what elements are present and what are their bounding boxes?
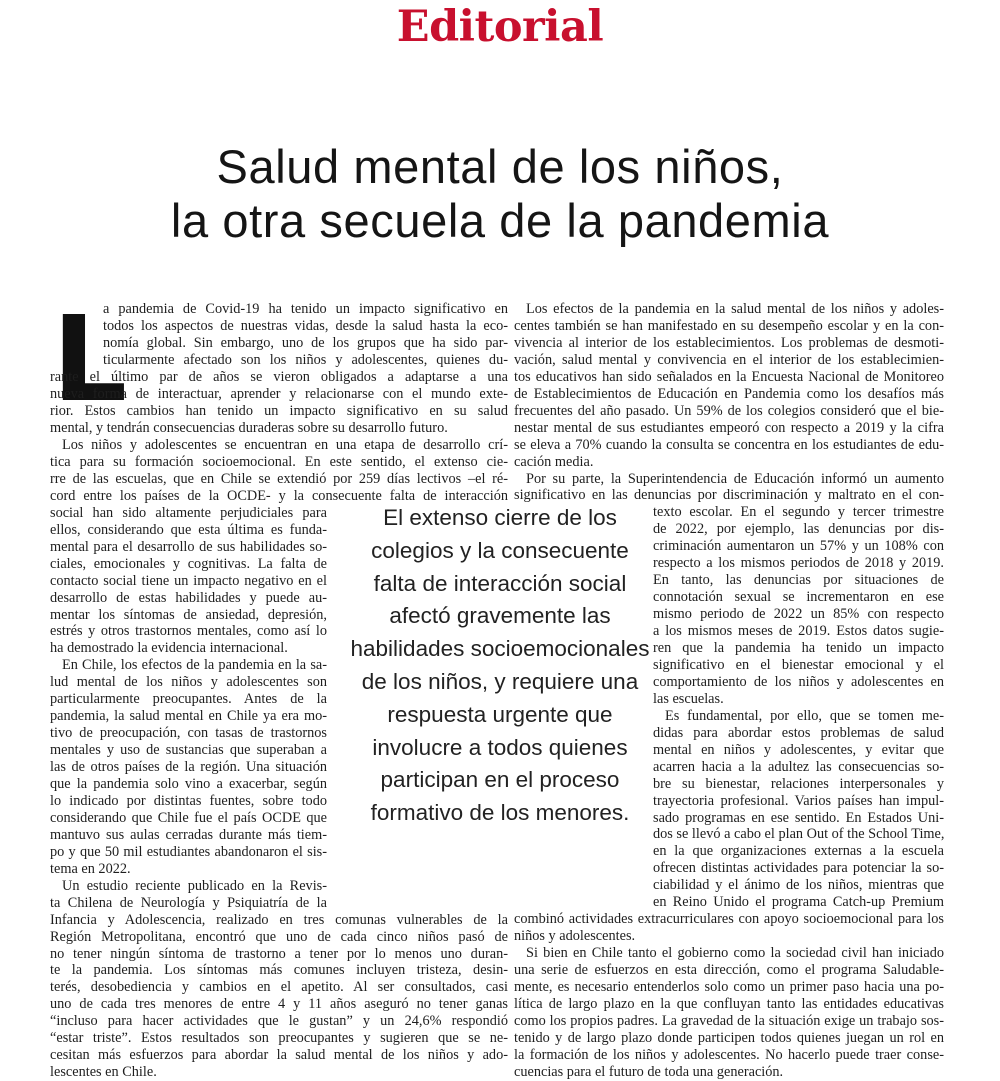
body-text-line: ofrecen distintas actividades para potenciar la so- <box>653 860 944 877</box>
body-text-line: sado programas en ese sentido. En Estados Uni- <box>653 809 944 826</box>
body-text-line: ticularmente afectado son los niños y adolescentes, quienes du- <box>103 351 508 368</box>
body-text-line: tema en 2022. <box>50 860 131 877</box>
body-text-line: como los propios padres. La gravedad de la situación exige un trabajo sos- <box>514 1012 944 1029</box>
body-text-line: mentales y uso de sustancias que superaban a <box>50 742 327 759</box>
body-text-line: ciales, emocionales y cognitivas. La falta de <box>50 555 327 572</box>
body-text-line: Infancia y Adolescencia, realizado en tres comunas vulnerables de la <box>50 911 508 928</box>
body-text-line: que la pandemia solo vino a exacerbar, según <box>50 776 327 792</box>
body-text-line: desarrollo de estas habilidades y puede au- <box>50 589 327 606</box>
body-text-line: considerando que Chile fue el país OCDE que <box>50 809 327 826</box>
pull-quote-line: participan en el proceso <box>380 767 620 793</box>
body-text-line: a los mismos meses de 2019. Estos datos sugie- <box>653 623 944 640</box>
body-text-line: mental en niños y adolescentes, y evitar que <box>653 741 944 758</box>
body-text-line: rre de las escuelas, que en Chile se extendió por 259 días lectivos –el ré- <box>50 470 508 487</box>
body-text-line: en la que organizaciones externas a la escuela <box>653 843 944 860</box>
body-text-line: mente, es necesario entenderlos solo como un primer paso hacia una po- <box>514 979 944 995</box>
pull-quote-line: habilidades socioemocionales <box>350 636 650 662</box>
body-text-line: vivencia al interior de los establecimientos. Los problemas de desmoti- <box>514 334 944 351</box>
pull-quote-line: afectó gravemente las <box>389 603 611 629</box>
body-text-line: niños y adolescentes. <box>514 928 636 945</box>
body-text-line: social han sido altamente perjudiciales para <box>50 504 327 521</box>
body-text-line: nomía global. Sin embargo, uno de los grupos que ha sido par- <box>103 334 508 351</box>
body-text-line: terés, desobediencia y cambios en el apetito. Al ser consultados, casi <box>50 979 508 996</box>
body-text-line: tica para su formación socioemocional. En este sentido, el extenso cie- <box>50 453 508 470</box>
body-text-line: ta Chilena de Neurología y Psiquiatría de la <box>50 894 327 911</box>
body-text-line: una serie de esfuerzos en esta dirección, como el programa Saludable- <box>514 962 944 979</box>
body-text-line: significativo en las denuncias por discriminación y maltrato en el con- <box>514 487 944 504</box>
body-text-line: en Reino Unido el programa Catch-up Premium <box>653 894 944 911</box>
section-label: Editorial <box>396 2 604 52</box>
body-text-line: Es fundamental, por ello, que se tomen me- <box>665 707 944 724</box>
body-text-line: po y que 50 mil estudiantes abandonaron el sis- <box>50 843 327 860</box>
pull-quote-line: falta de interacción social <box>373 570 627 596</box>
pull-quote-line: formativo de los menores. <box>370 800 630 826</box>
body-text-line: ellos, considerando que esta última es funda- <box>50 521 327 538</box>
body-text-line: “incluso para hacer actividades que le gustan” y un 24,6% respondió <box>50 1013 508 1030</box>
body-text-line: respecto a los mismos periodos de 2018 y 2019. <box>653 555 944 572</box>
headline-line-1: Salud mental de los niños, <box>216 140 784 193</box>
body-text-line: rante el último par de años se vieron obligados a adaptarse a una <box>50 368 508 385</box>
body-text-line: lud mental de los niños y adolescentes son <box>50 674 327 691</box>
body-text-line: mentar los síntomas de ansiedad, depresión, <box>50 606 327 623</box>
body-text-line: ha demostrado la evidencia internacional. <box>50 640 288 657</box>
body-text-line: de Establecimientos de Educación en Pandemia como los desafíos más <box>514 385 944 402</box>
body-text-line: no tener ningún síntoma de trastorno a tener por lo menos uno duran- <box>50 945 508 962</box>
body-text-line: las escuelas. <box>653 690 724 707</box>
body-text-line: vación, salud mental y convivencia en el interior de los establecimien- <box>514 351 944 368</box>
body-text-line: combinó actividades extracurriculares con apoyo socioemocional para los <box>514 911 944 928</box>
body-text-line: mismo periodo de 2022 un 85% con respecto <box>653 606 944 623</box>
body-text-line: didas para abordar estos problemas de salud <box>653 724 944 741</box>
body-text-line: En Chile, los efectos de la pandemia en la sa- <box>62 657 327 674</box>
body-text-line: ciabilidad y el ánimo de los niños, mientras que <box>653 877 944 894</box>
body-text-line: rior. Estos cambios han tenido un impacto significativo en su salud <box>50 402 508 419</box>
body-text-line: comportamiento de los niños y adolescentes en <box>653 673 944 690</box>
body-text-line: bre su bienestar, relaciones interpersonales y <box>653 775 944 792</box>
body-text-line: significativo en el bienestar emocional y el <box>653 656 944 673</box>
body-text-line: trayectoria profesional. Varios países han impul- <box>653 792 944 809</box>
headline-line-2: la otra secuela de la pandemia <box>170 194 830 247</box>
body-text-line: lo indicado por distintas fuentes, sobre todo <box>50 792 327 809</box>
body-text-line: tenido y de largo plazo donde participen todos quienes juegan un rol en <box>514 1029 944 1046</box>
pull-quote-line: respuesta urgente que <box>387 701 613 727</box>
body-text-line: mental para el desarrollo de sus habilidades so- <box>50 538 327 555</box>
body-text-line: te la pandemia. Los síntomas más comunes incluyen tristeza, desin- <box>50 962 508 979</box>
body-text-line: mental, y tendrán consecuencias duraderas sobre su desarrollo futuro. <box>50 419 448 436</box>
body-text-line: tos educativos han sido señalados en la Encuesta Nacional de Monitoreo <box>514 368 944 385</box>
pull-quote-line: colegios y la consecuente <box>371 537 629 563</box>
body-text-line: Los efectos de la pandemia en la salud mental de los niños y adoles- <box>526 301 944 317</box>
body-text-line: Los niños y adolescentes se encuentran en una etapa de desarrollo crí- <box>62 437 508 453</box>
body-text-line: uno de cada tres menores de entre 4 y 11 años aseguró no tener ganas <box>50 996 508 1013</box>
body-text-line: cesitan más esfuerzos para abordar la salud mental de los niños y ado- <box>50 1047 508 1064</box>
pull-quote-line: involucre a todos quienes <box>372 734 628 760</box>
body-text-line: Un estudio reciente publicado en la Revis- <box>62 877 327 894</box>
body-text-line: particularmente preocupantes. Antes de la <box>50 691 327 708</box>
body-text-line: ren que la pandemia ha tenido un impacto <box>653 640 944 656</box>
body-text-line: connotación sexual se incrementaron en ese <box>653 589 944 606</box>
body-text-line: contacto social tiene un impacto negativo en el <box>50 572 327 589</box>
body-text-line: acarren hacia a la adultez las consecuencias so- <box>653 758 944 775</box>
body-text-line: frecuentes del año pasado. Un 59% de los colegios consideró que el bie- <box>514 402 944 419</box>
body-text-line: texto escolar. En el segundo y tercer trimestre <box>653 504 944 521</box>
body-text-line: se eleva a 70% cuando la consulta se concentra en los estudiantes de edu- <box>514 436 944 453</box>
body-text-line: pandemia, la salud mental en Chile ya era mo- <box>50 708 327 725</box>
body-text-line: cación media. <box>514 453 594 470</box>
body-text-line: dos se llevó a cabo el plan Out of the School Time, <box>653 826 944 843</box>
body-text-line: criminación aumentaron un 57% y un 108% con <box>653 538 944 555</box>
body-text-line: lescentes en Chile. <box>50 1064 157 1081</box>
body-text-line: tivo de preocupación, con tasas de trastornos <box>50 725 327 742</box>
pull-quote-line: de los niños, y requiere una <box>361 669 639 694</box>
body-text-line: En tanto, las denuncias por situaciones de <box>653 572 944 589</box>
body-text-line: a pandemia de Covid-19 ha tenido un impacto significativo en <box>103 301 508 317</box>
drop-cap: L <box>52 290 128 428</box>
body-text-line: Región Metropolitana, encontró que uno de cada cinco niños pasó de <box>50 928 508 945</box>
body-text-line: todos los aspectos de nuestras vidas, desde la salud hasta la eco- <box>103 317 508 334</box>
body-text-line: la formación de los niños y adolescentes. No hacerlo puede traer conse- <box>514 1046 944 1063</box>
body-text-line: Si bien en Chile tanto el gobierno como la sociedad civil han iniciado <box>526 945 944 962</box>
body-text-line: centes también se han manifestado en su desempeño escolar y en la con- <box>514 317 944 334</box>
body-text-line: de 2022, por ejemplo, las denuncias por dis- <box>653 521 944 538</box>
body-text-line: nestar mental de sus estudiantes empeoró con respecto a 2019 y la cifra <box>514 419 944 436</box>
body-text-line: mantuvo sus aulas cerradas durante más tiem- <box>50 826 327 843</box>
body-text-line: cord entre los países de la OCDE- y la consecuente falta de interacción <box>50 487 508 504</box>
body-text-line: lítica de largo plazo en la que confluyan tanto las entidades educativas <box>514 995 944 1012</box>
body-text-line: “estar triste”. Estos resultados son preocupantes y sugieren que se ne- <box>50 1030 508 1047</box>
pull-quote-line: El extenso cierre de los <box>383 505 617 530</box>
body-text-line: nueva forma de interactuar, aprender y relacionarse con el mundo exte- <box>50 385 508 402</box>
body-text-line: las de otros países de la región. Una situación <box>50 759 327 776</box>
body-text-line: estrés y otros trastornos mentales, como así lo <box>50 623 327 640</box>
body-text-line: cuencias para el futuro de toda una generación. <box>514 1063 784 1080</box>
body-text-line: Por su parte, la Superintendencia de Educación informó un aumento <box>526 470 944 487</box>
